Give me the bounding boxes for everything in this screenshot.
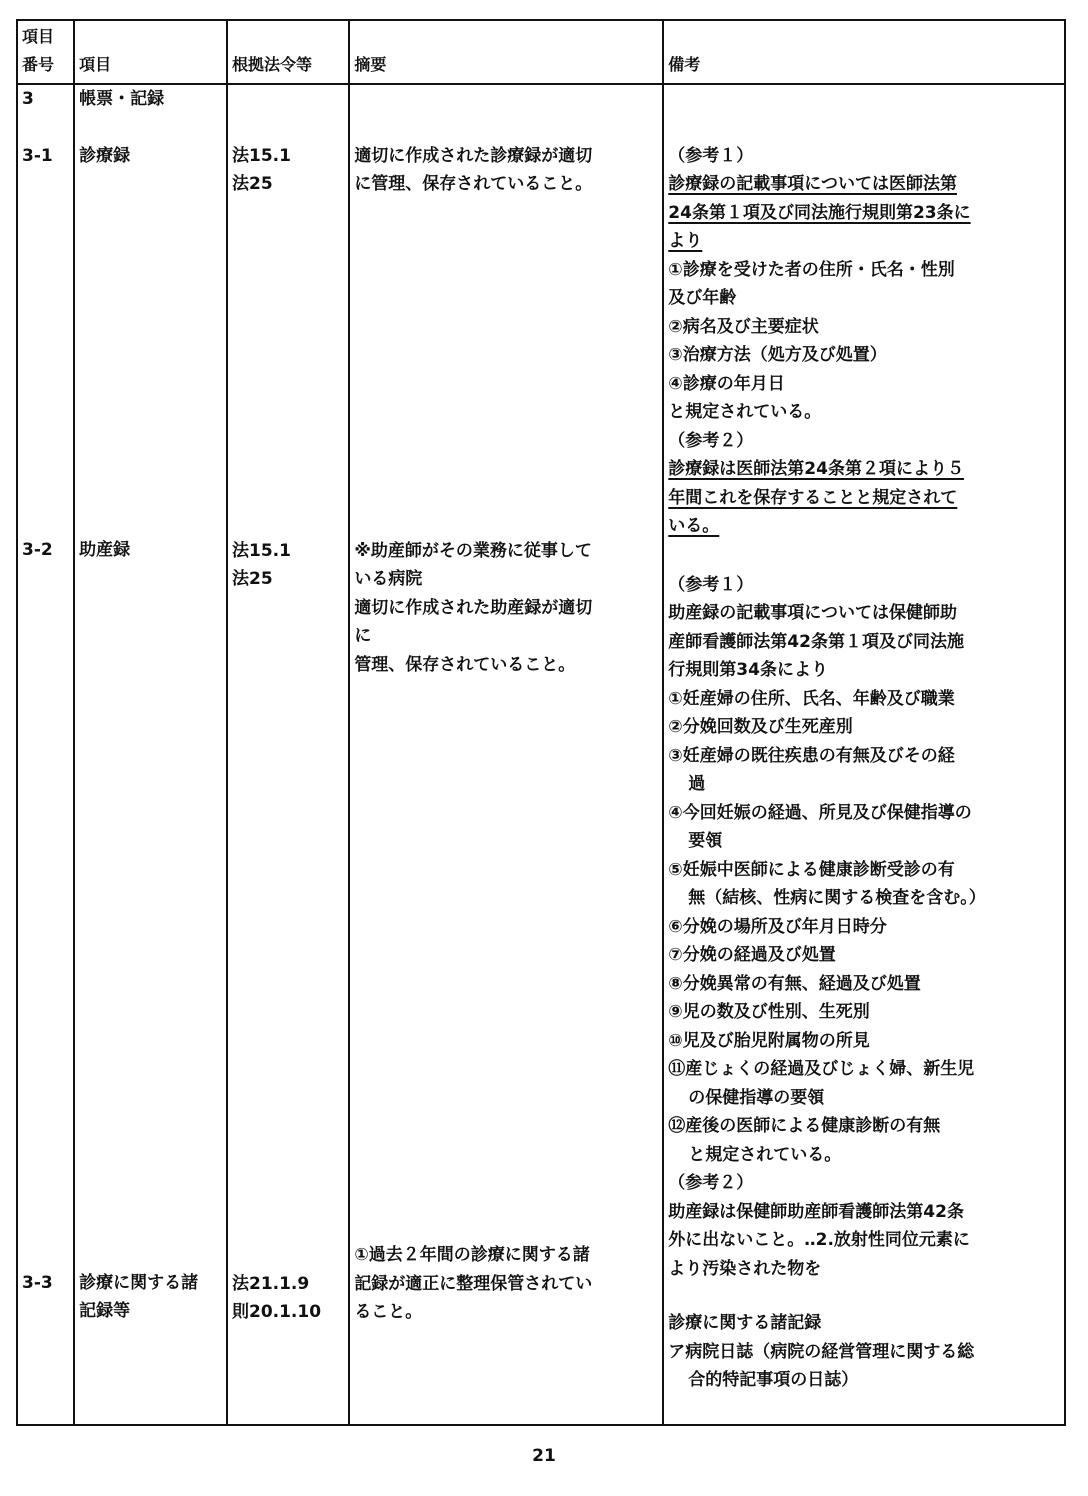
header-item-number: 項目 番号: [17, 20, 74, 84]
header-notes: 備考: [663, 20, 1065, 84]
inspection-table: [16, 19, 1066, 1426]
header-summary: 摘要: [349, 20, 663, 84]
row-note: 助産録は保健師助産師看護師法第42条: [668, 1201, 964, 1222]
row-note: 24条第１項及び同法施行規則第23条に: [668, 202, 971, 223]
row-note: 診療録の記載事項については医師法第: [668, 174, 957, 194]
row-note: ⑥分娩の場所及び年月日時分: [668, 916, 887, 937]
row-note: 合的特記事項の日誌）: [688, 1370, 859, 1390]
row-note: ②分娩回数及び生死産別: [668, 717, 853, 737]
row-number: 3-2: [22, 540, 53, 560]
row-note: と規定されている。: [688, 1144, 842, 1165]
cells-summary: [349, 84, 663, 1425]
row-summary: 記録が適正に整理保管されてい: [354, 1273, 593, 1294]
page-number: 21: [532, 1446, 556, 1466]
row-summary: いる病院: [354, 569, 423, 589]
row-note: ⑩児及び胎児附属物の所見: [668, 1030, 870, 1051]
section-number: 3: [22, 89, 34, 109]
table-row: [17, 84, 1065, 1425]
row-note: ②病名及び主要症状: [668, 316, 819, 337]
row-item: 診療録: [79, 145, 131, 166]
cells-legal-basis: [227, 84, 349, 1425]
row-note: と規定されている。: [668, 402, 822, 422]
row-note: 要領: [688, 831, 723, 851]
row-note: より: [668, 231, 703, 251]
row-summary: 適切に作成された診療録が適切: [354, 145, 593, 166]
row-item: 診療に関する諸: [79, 1272, 199, 1293]
row-note: ⑤妊娠中医師による健康診断受診の有: [668, 859, 955, 880]
header-item: 項目: [74, 20, 227, 84]
row-summary: 管理、保存されていること。: [354, 654, 576, 675]
row-note: より汚染された物を: [668, 1258, 822, 1279]
section-title: 帳票・記録: [79, 89, 165, 109]
row-note: 行規則第34条により: [668, 660, 828, 680]
row-note: （参考１）: [668, 145, 754, 166]
cells-number: [17, 84, 74, 1425]
cells-notes: [663, 84, 1065, 1425]
row-note: ア病院日誌（病院の経営管理に関する総: [668, 1341, 975, 1362]
row-item: 記録等: [79, 1301, 131, 1321]
inspection-table-sheet: [16, 19, 1066, 1426]
row-note: ③妊産婦の既往疾患の有無及びその経: [668, 745, 955, 766]
row-summary: に管理、保存されていること。: [354, 174, 593, 194]
row-note: ③治療方法（処方及び処置）: [668, 345, 887, 365]
row-basis: 法21.1.9: [231, 1273, 310, 1294]
header-legal-basis: 根拠法令等: [227, 20, 349, 84]
row-note: （参考１）: [668, 574, 754, 595]
row-number: 3-1: [22, 145, 53, 166]
row-summary: ること。: [354, 1302, 423, 1322]
row-note: 助産録の記載事項については保健師助: [668, 603, 957, 623]
row-summary: 適切に作成された助産録が適切: [354, 597, 593, 618]
row-note: ⑪産じょくの経過及びじょく婦、新生児: [668, 1059, 975, 1079]
row-item: 助産録: [79, 540, 131, 560]
row-basis: 法25: [231, 569, 273, 589]
row-basis: 則20.1.10: [231, 1302, 322, 1322]
row-basis: 法25: [231, 174, 273, 194]
row-note: ④診療の年月日: [668, 373, 785, 394]
row-basis: 法15.1: [231, 145, 291, 166]
row-note: 無（結核、性病に関する検査を含む。）: [688, 888, 986, 908]
row-note: ⑦分娩の経過及び処置: [668, 945, 836, 965]
row-summary: ※助産師がその業務に従事して: [354, 540, 592, 561]
row-note: 外に出ないこと。‥2.放射性同位元素に: [668, 1230, 970, 1250]
row-note: 過: [688, 774, 706, 794]
row-note: 診療録は医師法第24条第２項により５: [668, 459, 964, 479]
row-summary: ①過去２年間の診療に関する諸: [354, 1245, 590, 1265]
row-note: ⑧分娩異常の有無、経過及び処置: [668, 973, 921, 994]
row-note: （参考２）: [668, 430, 754, 451]
row-basis: 法15.1: [231, 540, 291, 561]
row-note: （参考２）: [668, 1173, 754, 1193]
row-note: 診療に関する諸記録: [668, 1313, 822, 1333]
row-note: いる。: [668, 516, 720, 536]
row-note: 年間これを保存することと規定されて: [668, 487, 958, 508]
row-note: ①妊産婦の住所、氏名、年齢及び職業: [668, 688, 955, 709]
row-number: 3-3: [22, 1272, 53, 1293]
row-note: ⑨児の数及び性別、生死別: [668, 1002, 870, 1022]
row-note: 産師看護師法第42条第１項及び同法施: [668, 631, 964, 652]
row-note: の保健指導の要領: [688, 1087, 825, 1108]
header-row: [17, 20, 1065, 84]
row-note: ①診療を受けた者の住所・氏名・性別: [668, 259, 955, 280]
row-note: ⑫産後の医師による健康診断の有無: [668, 1116, 941, 1136]
row-summary: に: [354, 626, 372, 646]
row-note: 及び年齢: [668, 288, 737, 308]
row-note: ④今回妊娠の経過、所見及び保健指導の: [668, 802, 972, 823]
cells-item: [74, 84, 227, 1425]
